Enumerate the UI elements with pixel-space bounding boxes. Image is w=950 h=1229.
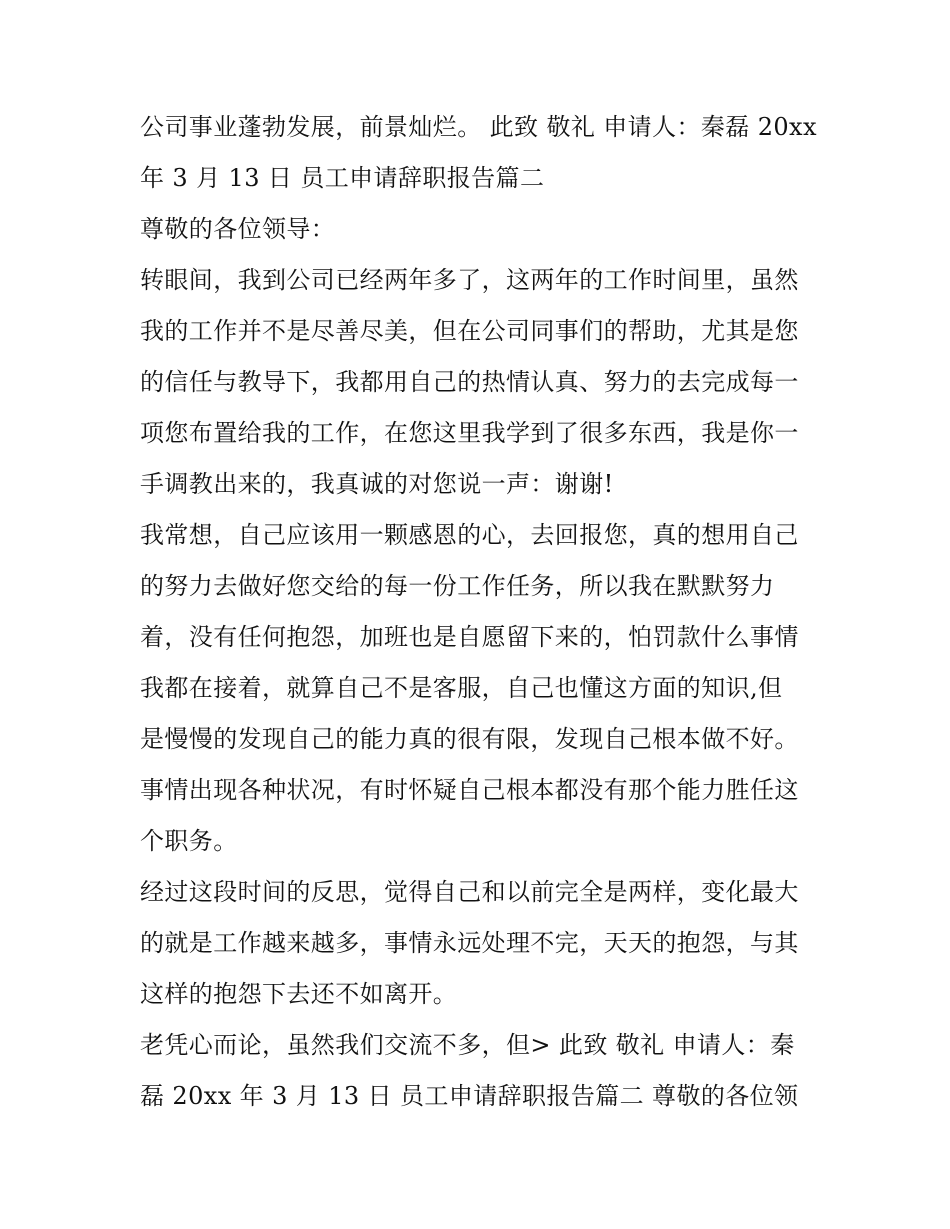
text-line: 我都在接着，就算自己不是客服，自己也懂这方面的知识,但 bbox=[140, 674, 783, 702]
text-line: 手调教出来的，我真诚的对您说一声：谢谢! bbox=[140, 470, 614, 498]
text-line: 个职务。 bbox=[140, 827, 238, 855]
text-line: 老凭心而论，虽然我们交流不多，但> 此致 敬礼 申请人：秦 bbox=[140, 1031, 795, 1059]
text-line: 经过这段时间的反思，觉得自己和以前完全是两样，变化最大 bbox=[140, 878, 799, 906]
text-line: 项您布置给我的工作，在您这里我学到了很多东西，我是你一 bbox=[140, 419, 799, 447]
text-line: 的就是工作越来越多，事情永远处理不完，天天的抱怨，与其 bbox=[140, 929, 799, 957]
document-body bbox=[140, 102, 820, 1122]
salutation: 尊敬的各位领导： bbox=[140, 215, 336, 243]
text-line: 着，没有任何抱怨，加班也是自愿留下来的，怕罚款什么事情 bbox=[140, 623, 799, 651]
text-line: 我的工作并不是尽善尽美，但在公司同事们的帮助，尤其是您 bbox=[140, 317, 799, 345]
text-line: 年 3 月 13 日 员工申请辞职报告篇二 bbox=[140, 164, 545, 192]
text-line: 的信任与教导下，我都用自己的热情认真、努力的去完成每一 bbox=[140, 368, 799, 396]
text-line: 事情出现各种状况，有时怀疑自己根本都没有那个能力胜任这 bbox=[140, 776, 799, 804]
text-line: 磊 20xx 年 3 月 13 日 员工申请辞职报告篇二 尊敬的各位领 bbox=[140, 1082, 799, 1110]
text-line: 是慢慢的发现自己的能力真的很有限，发现自己根本做不好。 bbox=[140, 725, 799, 753]
text-line: 的努力去做好您交给的每一份工作任务，所以我在默默努力 bbox=[140, 572, 775, 600]
text-line: 转眼间，我到公司已经两年多了，这两年的工作时间里，虽然 bbox=[140, 266, 799, 294]
text-line: 我常想，自己应该用一颗感恩的心，去回报您，真的想用自己 bbox=[140, 521, 799, 549]
text-line: 公司事业蓬勃发展，前景灿烂。 此致 敬礼 申请人：秦磊 20xx bbox=[140, 113, 817, 141]
text-line: 这样的抱怨下去还不如离开。 bbox=[140, 980, 458, 1008]
